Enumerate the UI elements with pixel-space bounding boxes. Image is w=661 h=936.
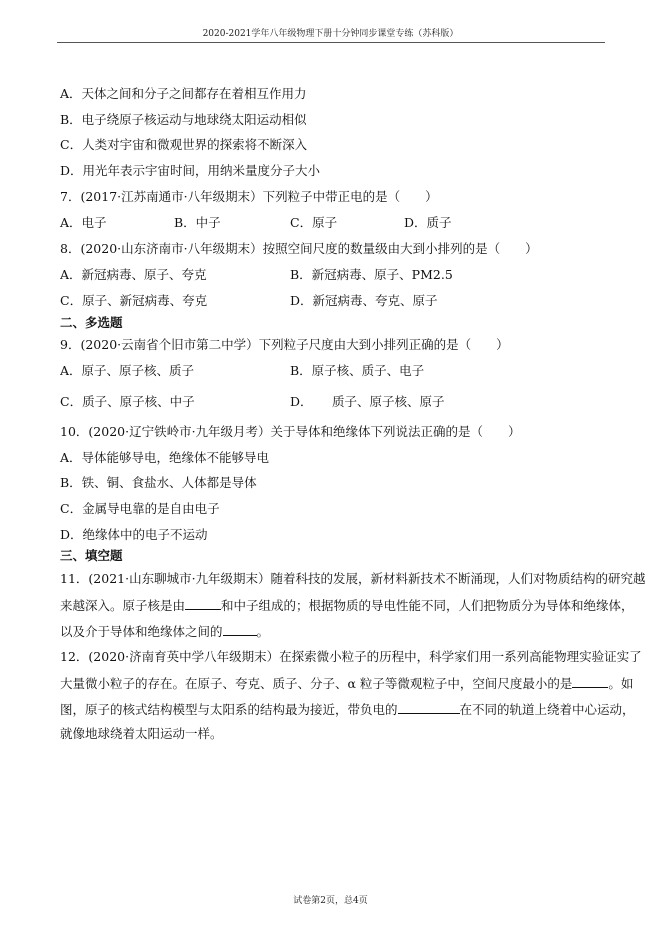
q12-line-1: 12．(2020·济南育英中学八年级期末）在探索微小粒子的历程中，科学家们用一系列高能物理实验证实了	[60, 649, 642, 664]
section-multiple-choice: 二、多选题	[60, 315, 123, 330]
section-fill-in: 三、填空题	[60, 548, 123, 563]
q11-line-1: 11．(2021·山东聊城市·九年级期末）随着科技的发展，新材料新技术不断涌现，人们对物质结构的研究越	[60, 571, 646, 586]
q10-stem: 10．(2020·辽宁铁岭市·九年级月考）关于导体和绝缘体下列说法正确的是（ ）	[60, 424, 521, 439]
page-header: 2020-2021学年八年级物理下册十分钟同步课堂专练（苏科版）	[202, 29, 459, 39]
q7-option-a: A．电子	[60, 215, 107, 230]
q7-option-c: C．原子	[290, 215, 338, 230]
q12-line-3	[60, 701, 635, 718]
q8-stem: 8．(2020·山东济南市·八年级期末）按照空间尺度的数量级由大到小排列的是（ ）	[60, 241, 538, 256]
q12-answer-blank-2[interactable]	[398, 701, 460, 714]
q7-option-b: B．中子	[174, 215, 221, 230]
q9-option-a: A．原子、原子核、质子	[60, 363, 195, 378]
q12-text-2a: 大量微小粒子的存在。在原子、夸克、质子、分子、α 粒子等微观粒子中，空间尺度最小的是	[60, 676, 573, 691]
option-d-prev: D．用光年表示宇宙时间，用纳米量度分子大小	[60, 163, 321, 178]
q9-option-d-letter: D．	[290, 394, 313, 409]
q11-text-2b: 和中子组成的；根据物质的导电性能不同，人们把物质分为导体和绝缘体，	[221, 598, 634, 613]
q8-option-a: A．新冠病毒、原子、夸克	[60, 267, 207, 282]
q8-option-d: D．新冠病毒、夸克、原子	[290, 293, 438, 308]
q10-option-b: B．铁、铜、食盐水、人体都是导体	[60, 475, 257, 490]
q12-text-2b: 。如	[608, 676, 634, 691]
q11-line-2	[60, 597, 634, 614]
q9-stem: 9．(2020·云南省个旧市第二中学）下列粒子尺度由大到小排列正确的是（ ）	[60, 337, 509, 352]
q11-text-3b: 。	[256, 624, 270, 639]
q11-line-3	[60, 623, 269, 640]
q10-option-a: A．导体能够导电，绝缘体不能够导电	[60, 450, 270, 465]
q10-option-c: C．金属导电靠的是自由电子	[60, 501, 220, 516]
q7-stem: 7．(2017·江苏南通市·八年级期末）下列粒子中带正电的是（ ）	[60, 189, 438, 204]
header-divider	[57, 42, 605, 43]
option-a-prev: A．天体之间和分子之间都存在着相互作用力	[60, 86, 307, 101]
q8-option-c: C．原子、新冠病毒、夸克	[60, 293, 208, 308]
q11-answer-blank-2[interactable]	[223, 623, 257, 636]
page-footer: 试卷第2页，总4页	[293, 896, 368, 906]
q12-line-2	[60, 675, 633, 692]
q12-text-3b: 在不同的轨道上绕着中心运动，	[459, 702, 635, 717]
option-c-prev: C．人类对宇宙和微观世界的探索将不断深入	[60, 137, 308, 152]
q10-option-d: D．绝缘体中的电子不运动	[60, 527, 208, 542]
q11-answer-blank-1[interactable]	[185, 597, 221, 610]
q11-text-3a: 以及介于导体和绝缘体之间的	[60, 624, 223, 639]
q12-text-3a: 图，原子的核式结构模型与太阳系的结构最为接近，带负电的	[60, 702, 398, 717]
q9-option-b: B．原子核、质子、电子	[290, 363, 425, 378]
q9-option-c: C．质子、原子核、中子	[60, 394, 195, 409]
q8-option-b: B．新冠病毒、原子、PM2.5	[290, 267, 453, 282]
q11-text-2a: 来越深入。原子核是由	[60, 598, 186, 613]
option-b-prev: B．电子绕原子核运动与地球绕太阳运动相似	[60, 112, 307, 127]
q12-line-4: 就像地球绕着太阳运动一样。	[60, 726, 223, 741]
q12-answer-blank-1[interactable]	[572, 675, 608, 688]
q7-option-d: D．质子	[404, 215, 452, 230]
q9-option-d: 质子、原子核、原子	[332, 394, 445, 409]
